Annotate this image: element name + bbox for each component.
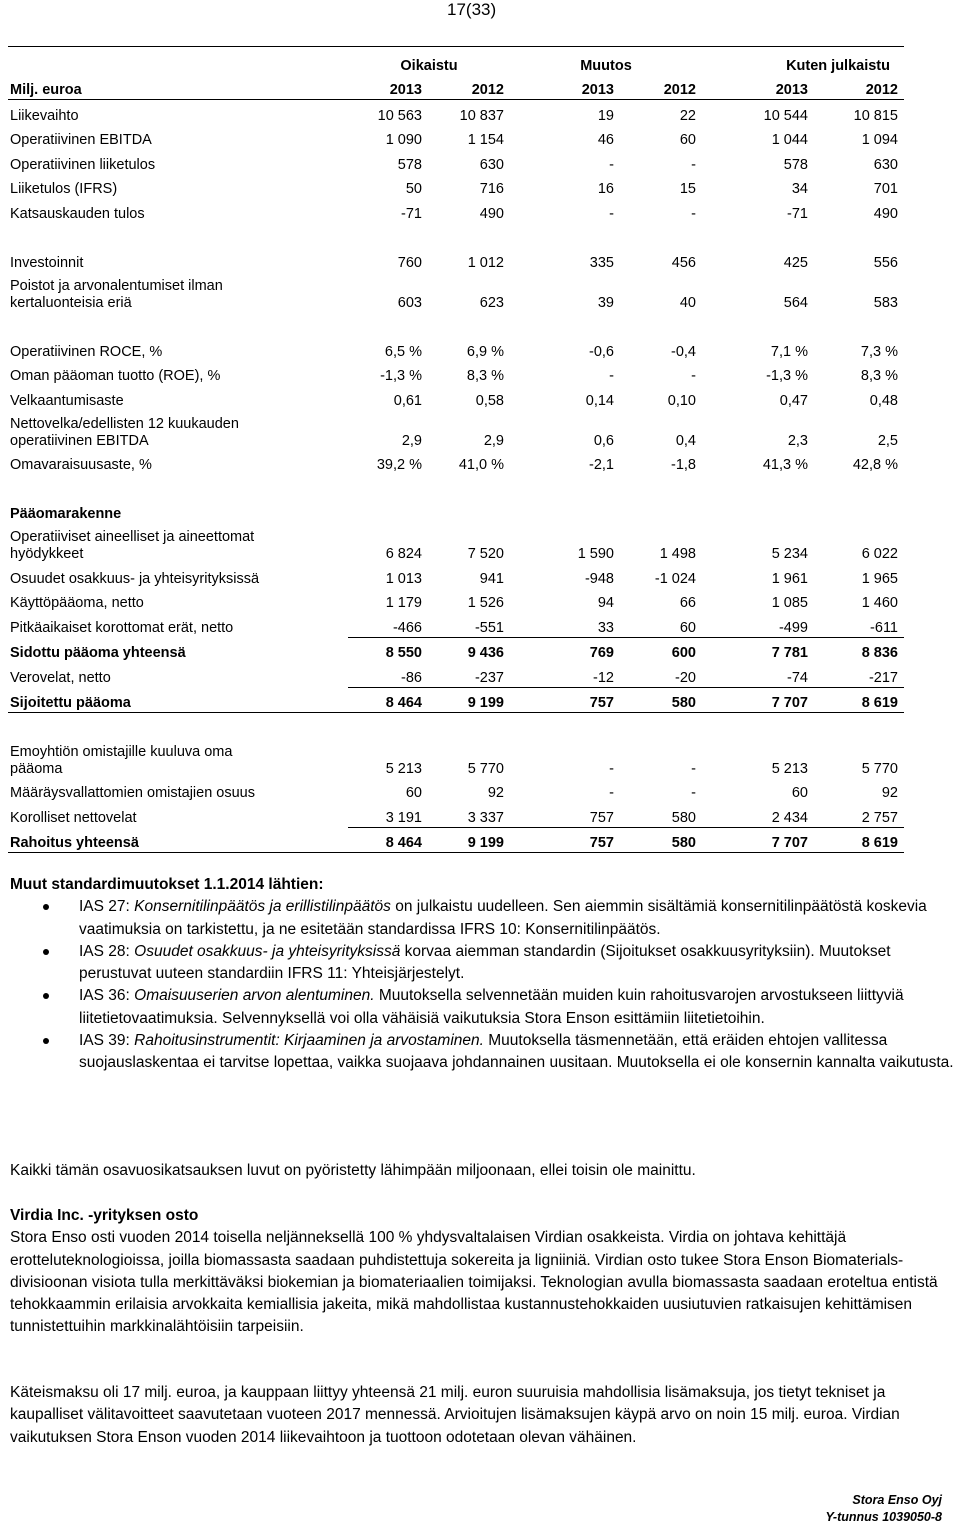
cell: 630 bbox=[479, 156, 504, 173]
row-label: Sijoitettu pääoma bbox=[8, 687, 348, 713]
cell: 7,1 % bbox=[770, 343, 808, 360]
cell: 16 bbox=[597, 181, 614, 197]
cell: 2,3 bbox=[787, 432, 808, 449]
cell: 580 bbox=[620, 802, 702, 827]
cell: 630 bbox=[873, 156, 898, 173]
section-title: Pääomarakenne bbox=[10, 506, 122, 522]
cell: 0,4 bbox=[675, 432, 696, 449]
row-label: Velkaantumisaste bbox=[10, 392, 124, 409]
list-item: IAS 28: Osuudet osakkuus- ja yhteisyrityksissä korvaa aiemman standardin (Sijoitukset osakkuusyrityksiin). Muutokset perustuvat uuteen standardiin IFRS 11: Yhteisjärjestelyt. bbox=[10, 941, 955, 986]
row-label: Verovelat, netto bbox=[10, 670, 111, 686]
cell: 66 bbox=[679, 595, 696, 611]
row-label: Omavaraisuusaste, % bbox=[10, 457, 152, 473]
cell: 7,3 % bbox=[860, 343, 898, 360]
cell: 5 213 bbox=[771, 760, 808, 777]
bullet-icon bbox=[43, 949, 49, 955]
cell: -948 bbox=[584, 570, 614, 587]
cell: 564 bbox=[783, 294, 808, 311]
cell: 9 199 bbox=[428, 687, 510, 713]
virdia-payment bbox=[10, 1382, 955, 1449]
year-header: 2013 bbox=[348, 75, 428, 100]
table-row bbox=[8, 385, 904, 410]
cell: 60 bbox=[791, 785, 808, 801]
cell: 39 bbox=[597, 294, 614, 311]
cell: 0,47 bbox=[779, 392, 808, 409]
section-header-row bbox=[8, 499, 904, 524]
row-label-line: operatiivinen EBITDA bbox=[10, 432, 149, 449]
table-row bbox=[8, 272, 904, 312]
cell: 600 bbox=[671, 645, 696, 661]
cell: -217 bbox=[814, 662, 904, 687]
cell: 6,9 % bbox=[466, 343, 504, 360]
cell: 2,9 bbox=[401, 432, 422, 449]
cell: 19 bbox=[597, 107, 614, 124]
cell: -20 bbox=[620, 662, 702, 687]
cell: 757 bbox=[510, 802, 620, 827]
cell: 1 590 bbox=[577, 546, 614, 562]
group-header-row bbox=[8, 47, 904, 76]
key-figures-table bbox=[8, 46, 904, 853]
cell: -551 bbox=[428, 612, 510, 637]
bullet-icon bbox=[43, 904, 49, 910]
cell: -71 bbox=[401, 205, 422, 222]
table-row bbox=[8, 174, 904, 199]
cell: 578 bbox=[783, 156, 808, 173]
row-label: Operatiivinen EBITDA bbox=[10, 132, 152, 148]
table-row bbox=[8, 247, 904, 272]
standards-section bbox=[10, 874, 955, 1075]
table-row bbox=[8, 738, 904, 778]
unit-label: Milj. euroa bbox=[8, 75, 348, 100]
cell: -0,4 bbox=[671, 343, 696, 360]
cell: 1 526 bbox=[467, 595, 504, 611]
cell: -1 024 bbox=[654, 570, 696, 587]
cell: 757 bbox=[510, 687, 620, 713]
row-label: Rahoitus yhteensä bbox=[8, 827, 348, 853]
cell: -0,6 bbox=[589, 343, 614, 360]
cell: -2,1 bbox=[589, 457, 614, 473]
cell: 0,48 bbox=[869, 392, 898, 409]
cell: 40 bbox=[679, 294, 696, 311]
spacer-row bbox=[8, 223, 904, 248]
cell: -86 bbox=[348, 662, 428, 687]
cell: 5 213 bbox=[385, 760, 422, 777]
cell: 60 bbox=[620, 612, 702, 637]
total-row bbox=[8, 637, 904, 662]
cell: 8 619 bbox=[814, 827, 904, 853]
cell: 0,6 bbox=[593, 432, 614, 449]
year-header: 2012 bbox=[428, 75, 510, 100]
row-label bbox=[8, 272, 348, 312]
row-label: Liiketulos (IFRS) bbox=[10, 181, 118, 197]
row-label bbox=[8, 523, 348, 563]
table-row bbox=[8, 125, 904, 150]
cell: -499 bbox=[702, 612, 814, 637]
cell: 490 bbox=[479, 205, 504, 222]
virdia-section bbox=[10, 1205, 955, 1339]
row-label: Määräysvallattomien omistajien osuus bbox=[10, 785, 255, 801]
cell: -611 bbox=[814, 612, 904, 637]
cell: 1 094 bbox=[861, 132, 898, 148]
cell: 10 544 bbox=[763, 107, 808, 124]
bullet-icon bbox=[43, 993, 49, 999]
cell: 0,58 bbox=[475, 392, 504, 409]
cell: 10 563 bbox=[377, 107, 422, 124]
group-header-adjusted: Oikaistu bbox=[348, 47, 510, 76]
row-label: Investoinnit bbox=[10, 254, 84, 271]
table-row bbox=[8, 802, 904, 827]
virdia-heading: Virdia Inc. -yrityksen osto bbox=[10, 1207, 199, 1224]
cell: 6 022 bbox=[861, 546, 898, 562]
cell: - bbox=[691, 156, 696, 173]
row-label-line: Poistot ja arvonalentumiset ilman bbox=[10, 277, 223, 294]
cell: 603 bbox=[397, 294, 422, 311]
list-item: IAS 39: Rahoitusinstrumentit: Kirjaaminen ja arvostaminen. Muutoksella täsmennetään, että eräiden ehtojen vallitessa suojauslaskentaa ei tarvitse lopettaa, vaikka suojaava johdannainen uusitaan. Muutoksella ei ole konsernin kannalta vaikutusta. bbox=[10, 1030, 955, 1075]
group-header-change: Muutos bbox=[510, 47, 702, 76]
table-row bbox=[8, 778, 904, 803]
table-row bbox=[8, 410, 904, 450]
cell: 7 707 bbox=[702, 687, 814, 713]
cell: 578 bbox=[397, 156, 422, 173]
cell: 39,2 % bbox=[376, 457, 422, 473]
row-label-line: Emoyhtiön omistajille kuuluva oma bbox=[10, 743, 233, 760]
list-item: IAS 27: Konsernitilinpäätös ja erillistilinpäätös on julkaistu uudelleen. Sen aiemmin sisältämiä konsernitilinpäätöstä koskevia vaatimuksia on tarkistettu, ja ne esitetään standardissa IFRS 10: Konsernitilinpäätös. bbox=[10, 896, 955, 941]
cell: 9 436 bbox=[467, 645, 504, 661]
cell: 556 bbox=[873, 254, 898, 271]
row-label: Operatiivinen liiketulos bbox=[10, 156, 156, 173]
cell: 1 044 bbox=[771, 132, 808, 148]
cell: 1 961 bbox=[771, 570, 808, 587]
cell: 22 bbox=[679, 107, 696, 124]
cell: 34 bbox=[791, 181, 808, 197]
cell: 41,0 % bbox=[458, 457, 504, 473]
row-label-line: hyödykkeet bbox=[10, 546, 84, 562]
year-header: 2012 bbox=[620, 75, 702, 100]
cell: -237 bbox=[428, 662, 510, 687]
cell: 3 191 bbox=[348, 802, 428, 827]
cell: - bbox=[691, 760, 696, 777]
cell: 490 bbox=[873, 205, 898, 222]
rounding-note: Kaikki tämän osavuosikatsauksen luvut on pyöristetty lähimpään miljoonaan, ellei toisin ole mainittu. bbox=[10, 1162, 696, 1179]
cell: 1 085 bbox=[771, 595, 808, 611]
cell: 0,10 bbox=[667, 392, 696, 409]
virdia-paragraph: Käteismaksu oli 17 milj. euroa, ja kauppaan liittyy yhteensä 21 milj. euron suuruisia mahdollisia lisämaksuja, jos tietyt tekniset ja kaupalliset välitavoitteet saavutetaan vuoteen 2017 mennessä. Arvioitujen lisämaksujen käypä arvo on noin 15 milj. euroa. Virdian vaikutuksen Stora Enson vuoden 2014 liikevaihtoon ja tuottoon odotetaan olevan vähäinen. bbox=[10, 1384, 900, 1446]
row-label-line: kertaluonteisia eriä bbox=[10, 294, 132, 311]
table-row bbox=[8, 588, 904, 613]
cell: 1 965 bbox=[861, 570, 898, 587]
cell: 33 bbox=[510, 612, 620, 637]
row-label: Sidottu pääoma yhteensä bbox=[10, 645, 186, 661]
cell: 760 bbox=[397, 254, 422, 271]
cell: 6 824 bbox=[385, 546, 422, 562]
cell: 92 bbox=[881, 785, 898, 801]
cell: 1 013 bbox=[385, 570, 422, 587]
spacer-row bbox=[8, 474, 904, 499]
cell: - bbox=[609, 156, 614, 173]
cell: 60 bbox=[679, 132, 696, 148]
cell: 425 bbox=[783, 254, 808, 271]
cell: 1 179 bbox=[385, 595, 422, 611]
row-label: Liikevaihto bbox=[10, 107, 79, 124]
cell: 7 707 bbox=[702, 827, 814, 853]
standards-list bbox=[10, 896, 955, 1074]
cell: 1 090 bbox=[385, 132, 422, 148]
row-label: Pitkäaikaiset korottomat erät, netto bbox=[10, 620, 234, 636]
year-header: 2012 bbox=[814, 75, 904, 100]
cell: 2 757 bbox=[814, 802, 904, 827]
total-row bbox=[8, 827, 904, 853]
cell: -12 bbox=[510, 662, 620, 687]
cell: 5 770 bbox=[467, 760, 504, 777]
footer-business-id: Y-tunnus 1039050-8 bbox=[825, 1510, 942, 1524]
cell: - bbox=[609, 785, 614, 801]
cell: 769 bbox=[589, 645, 614, 661]
table-row bbox=[8, 361, 904, 386]
table-row bbox=[8, 336, 904, 361]
cell: 94 bbox=[597, 595, 614, 611]
table-row bbox=[8, 662, 904, 687]
spacer-row bbox=[8, 713, 904, 738]
page-footer bbox=[826, 1492, 942, 1526]
year-header: 2013 bbox=[702, 75, 814, 100]
cell: 10 837 bbox=[459, 107, 504, 124]
cell: 580 bbox=[620, 687, 702, 713]
cell: 757 bbox=[510, 827, 620, 853]
cell: 10 815 bbox=[853, 107, 898, 124]
cell: 456 bbox=[671, 254, 696, 271]
table-row bbox=[8, 100, 904, 125]
cell: 8,3 % bbox=[860, 368, 898, 384]
row-label: Oman pääoman tuotto (ROE), % bbox=[10, 368, 221, 384]
year-header-row bbox=[8, 75, 904, 100]
cell: 0,61 bbox=[393, 392, 422, 409]
cell: 580 bbox=[620, 827, 702, 853]
cell: 1 460 bbox=[861, 595, 898, 611]
page-number: 17(33) bbox=[447, 0, 497, 19]
total-row bbox=[8, 687, 904, 713]
cell: 9 199 bbox=[428, 827, 510, 853]
table-row bbox=[8, 523, 904, 563]
cell: 2,9 bbox=[483, 432, 504, 449]
cell: 2 434 bbox=[702, 802, 814, 827]
cell: 41,3 % bbox=[762, 457, 808, 473]
cell: 60 bbox=[405, 785, 422, 801]
row-label-line: Nettovelka/edellisten 12 kuukauden bbox=[10, 415, 239, 432]
cell: -1,8 bbox=[671, 457, 696, 473]
cell: 7 520 bbox=[467, 546, 504, 562]
table-row bbox=[8, 149, 904, 174]
cell: 92 bbox=[487, 785, 504, 801]
cell: - bbox=[609, 368, 614, 384]
year-header: 2013 bbox=[510, 75, 620, 100]
cell: 8 550 bbox=[385, 645, 422, 661]
cell: 8 464 bbox=[348, 687, 428, 713]
list-item: IAS 36: Omaisuuserien arvon alentuminen. Muutoksella selvennetään muiden kuin rahoitusvarojen arvostukseen liittyviä liitetietovaatimuksia. Selvennyksellä voi olla vähäisiä vaikutuksia Stora Enson esittämiin liitetietoihin. bbox=[10, 985, 955, 1030]
cell: 1 498 bbox=[659, 546, 696, 562]
cell: 5 234 bbox=[771, 546, 808, 562]
cell: 46 bbox=[597, 132, 614, 148]
standards-heading: Muut standardimuutokset 1.1.2014 lähtien: bbox=[10, 876, 324, 893]
cell: 716 bbox=[479, 181, 504, 197]
cell: 8 619 bbox=[814, 687, 904, 713]
cell: 15 bbox=[679, 181, 696, 197]
table-row bbox=[8, 450, 904, 475]
row-label: Korolliset nettovelat bbox=[10, 810, 137, 826]
row-label-line: pääoma bbox=[10, 760, 63, 777]
row-label: Osuudet osakkuus- ja yhteisyrityksissä bbox=[10, 570, 260, 587]
cell: 623 bbox=[479, 294, 504, 311]
cell: 0,14 bbox=[585, 392, 614, 409]
cell: - bbox=[609, 205, 614, 222]
cell: 5 770 bbox=[861, 760, 898, 777]
table-row bbox=[8, 612, 904, 637]
cell: -1,3 % bbox=[766, 368, 808, 384]
cell: 583 bbox=[873, 294, 898, 311]
cell: 3 337 bbox=[428, 802, 510, 827]
virdia-paragraph: Stora Enso osti vuoden 2014 toisella neljänneksellä 100 % yhdysvaltalaisen Virdian osakkeista. Virdia on johtava kehittäjä erotteluteknologioissa, joilla biomassasta saadaan puhdistettuja sokereita ja ligniiniä. Virdian osto tukee Stora Enson Biomaterials-divisioonan visiota tulla merkittäväksi biokemian ja biomateriaalien toimijaksi. Teknologian avulla biomassasta saadaan eroteltua entistä tehokkaammin erilaisia arvokkaita kemiallisia jakeita, mikä mahdollistaa kustannustehokkaiden uusiutuvien ratkaisujen kehittämisen tunnistettuihin markkinalähtöisiin tarpeisiin. bbox=[10, 1229, 938, 1336]
cell: - bbox=[691, 368, 696, 384]
cell: - bbox=[609, 760, 614, 777]
cell: -466 bbox=[348, 612, 428, 637]
bullet-icon bbox=[43, 1038, 49, 1044]
cell: 1 012 bbox=[467, 254, 504, 271]
cell: 701 bbox=[873, 181, 898, 197]
row-label: Operatiivinen ROCE, % bbox=[10, 343, 163, 360]
cell: 8 464 bbox=[348, 827, 428, 853]
cell: 42,8 % bbox=[852, 457, 898, 473]
cell: 6,5 % bbox=[384, 343, 422, 360]
row-label: Käyttöpääoma, netto bbox=[10, 595, 144, 611]
spacer-row bbox=[8, 312, 904, 337]
row-label-line: Operatiiviset aineelliset ja aineettomat bbox=[10, 529, 255, 545]
cell: 8,3 % bbox=[466, 368, 504, 384]
row-label: Katsauskauden tulos bbox=[10, 205, 145, 222]
table-row bbox=[8, 563, 904, 588]
cell: 941 bbox=[479, 570, 504, 587]
table-row bbox=[8, 198, 904, 223]
cell: - bbox=[691, 205, 696, 222]
cell: 50 bbox=[405, 181, 422, 197]
cell: -74 bbox=[702, 662, 814, 687]
cell: 7 781 bbox=[771, 645, 808, 661]
row-label bbox=[8, 738, 348, 778]
cell: 2,5 bbox=[877, 432, 898, 449]
row-label bbox=[8, 410, 348, 450]
footer-company: Stora Enso Oyj bbox=[852, 1493, 942, 1507]
cell: 335 bbox=[589, 254, 614, 271]
cell: - bbox=[691, 785, 696, 801]
cell: 8 836 bbox=[861, 645, 898, 661]
cell: 1 154 bbox=[467, 132, 504, 148]
group-header-reported: Kuten julkaistu bbox=[702, 47, 904, 76]
cell: -1,3 % bbox=[380, 368, 422, 384]
cell: -71 bbox=[787, 205, 808, 222]
